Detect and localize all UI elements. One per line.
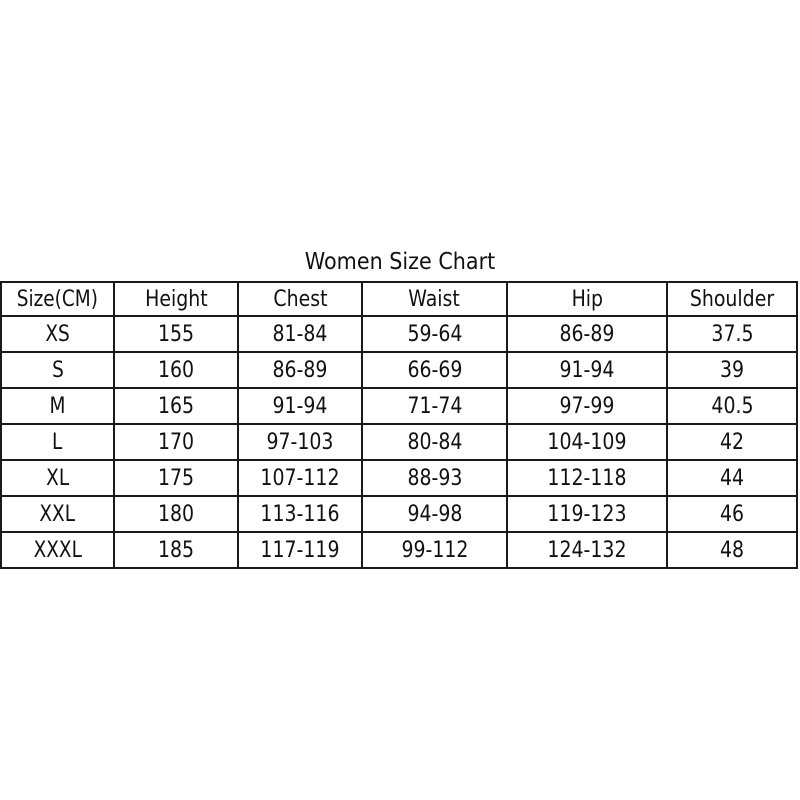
table-cell: 155	[114, 316, 238, 352]
table-cell: 80-84	[362, 424, 507, 460]
table-cell: 91-94	[507, 352, 667, 388]
table-cell: 40.5	[667, 388, 797, 424]
table-cell: XL	[1, 460, 114, 496]
table-cell: 165	[114, 388, 238, 424]
table-cell: 66-69	[362, 352, 507, 388]
size-table	[0, 281, 798, 569]
table-header-row	[1, 282, 797, 316]
table-cell: S	[1, 352, 114, 388]
table-cell: 37.5	[667, 316, 797, 352]
table-cell: 175	[114, 460, 238, 496]
table-row	[1, 388, 797, 424]
table-cell: 107-112	[238, 460, 362, 496]
table-cell: 124-132	[507, 532, 667, 568]
table-cell: 46	[667, 496, 797, 532]
table-cell: XXL	[1, 496, 114, 532]
table-cell: M	[1, 388, 114, 424]
table-cell: 104-109	[507, 424, 667, 460]
table-cell: 160	[114, 352, 238, 388]
table-cell: 81-84	[238, 316, 362, 352]
table-cell: 48	[667, 532, 797, 568]
table-cell: 88-93	[362, 460, 507, 496]
table-cell: 180	[114, 496, 238, 532]
table-row	[1, 460, 797, 496]
table-cell: 185	[114, 532, 238, 568]
table-cell: 99-112	[362, 532, 507, 568]
column-header: Hip	[507, 282, 667, 316]
table-cell: 59-64	[362, 316, 507, 352]
table-cell: 91-94	[238, 388, 362, 424]
column-header: Size(CM)	[1, 282, 114, 316]
table-cell: 71-74	[362, 388, 507, 424]
table-cell: 97-99	[507, 388, 667, 424]
table-cell: 42	[667, 424, 797, 460]
table-row	[1, 532, 797, 568]
table-row	[1, 496, 797, 532]
table-cell: XS	[1, 316, 114, 352]
table-cell: 112-118	[507, 460, 667, 496]
table-row	[1, 316, 797, 352]
column-header: Shoulder	[667, 282, 797, 316]
table-row	[1, 352, 797, 388]
table-cell: 86-89	[238, 352, 362, 388]
table-cell: 44	[667, 460, 797, 496]
column-header: Chest	[238, 282, 362, 316]
table-cell: 119-123	[507, 496, 667, 532]
table-cell: 39	[667, 352, 797, 388]
table-cell: 94-98	[362, 496, 507, 532]
table-cell: 113-116	[238, 496, 362, 532]
table-cell: 117-119	[238, 532, 362, 568]
column-header: Waist	[362, 282, 507, 316]
table-cell: L	[1, 424, 114, 460]
chart-title: Women Size Chart	[304, 249, 496, 275]
table-cell: 170	[114, 424, 238, 460]
column-header: Height	[114, 282, 238, 316]
table-cell: 86-89	[507, 316, 667, 352]
table-cell: XXXL	[1, 532, 114, 568]
table-cell: 97-103	[238, 424, 362, 460]
table-row	[1, 424, 797, 460]
